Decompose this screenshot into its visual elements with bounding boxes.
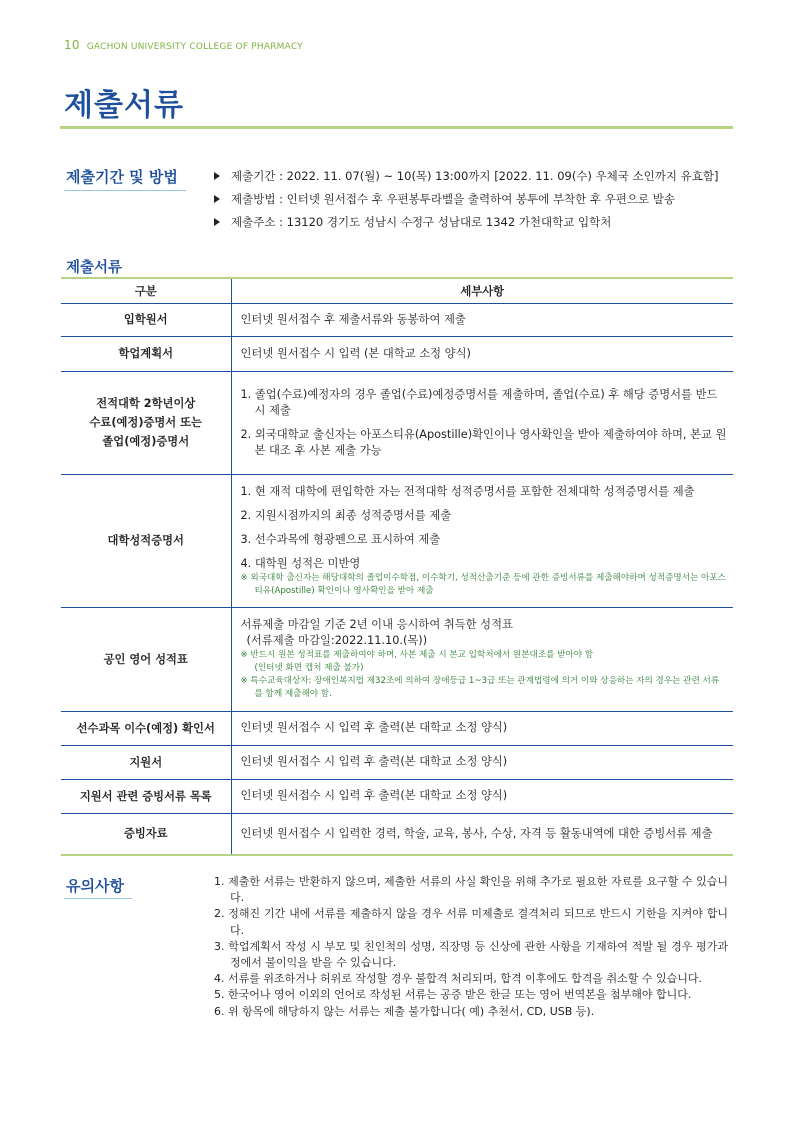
detail-item: 2. 외국대학교 출신자는 아포스티유(Apostille)확인이나 영사확인을 받아 제출하여야 하며, 본교 원본 대조 후 사본 제출 가능 (240, 427, 727, 457)
row-detail: 인터넷 원서접수 시 입력 후 출력(본 대학교 소정 양식) (231, 779, 733, 813)
table-row (61, 607, 733, 711)
row-category: 지원서 관련 증빙서류 목록 (61, 779, 231, 813)
title-rule (60, 126, 733, 129)
detail-item: 2. 지원시점까지의 최종 성적증명서를 제출 (240, 508, 452, 522)
column-header-category: 구분 (61, 278, 231, 303)
detail-item: 1. 현 재적 대학에 편입학한 자는 전적대학 성적증명서를 포함한 전체대학 성적증명서를 제출 (240, 484, 695, 498)
table-row (61, 474, 733, 607)
page-title: 제출서류 (64, 88, 184, 123)
row-detail: 인터넷 원서접수 시 입력 후 출력(본 대학교 소정 양식) (231, 745, 733, 779)
method-item (214, 211, 718, 234)
detail-note: ※ 특수교육대상자: 장애인복지법 제32조에 의하여 장애등급 1~3급 또는 관계법령에 의거 이와 상응하는 자의 경우는 관련 서류를 함께 제출해야 함. (240, 676, 720, 699)
bullet-triangle-icon (214, 172, 220, 180)
caution-item: 1. 제출한 서류는 반환하지 않으며, 제출한 서류의 사실 확인을 위해 추가로 필요한 자료를 요구할 수 있습니다. (214, 875, 728, 905)
row-detail: 인터넷 원서접수 시 입력한 경력, 학술, 교육, 봉사, 수상, 자격 등 활동내역에 대한 증빙서류 제출 (231, 813, 733, 855)
table-row (61, 779, 733, 813)
method-heading-underline (64, 190, 186, 191)
method-item-text: 제출주소 : 13120 경기도 성남시 수정구 성남대로 1342 가천대학교 입학처 (231, 215, 612, 229)
caution-item: 3. 학업계획서 작성 시 부모 및 친인척의 성명, 직장명 등 신상에 관한 사항을 기재하여 적발 될 경우 평가과정에서 불이익을 받을 수 있습니다. (214, 939, 728, 970)
table-row (61, 371, 733, 474)
category-line: 수료(예정)증명서 또는 (89, 416, 202, 429)
detail-note: ※ 외국대학 출신자는 해당대학의 졸업이수학점, 이수학기, 성적산출기준 등에 관한 증빙서류를 제출해야하며 성적증명서는 아포스티유(Apostille) 확인이나 영사확인을 받아 제출 (240, 572, 726, 596)
detail-item: 1. 졸업(수료)예정자의 경우 졸업(수료)예정증명서를 제출하며, 졸업(수료) 후 해당 증명서를 반드시 제출 (240, 387, 718, 417)
category-line: 전적대학 2학년이상 (96, 397, 196, 410)
row-category: 대학성적증명서 (61, 474, 231, 607)
docs-table (61, 277, 733, 856)
row-detail: 인터넷 원서접수 시 입력 후 출력(본 대학교 소정 양식) (231, 711, 733, 745)
method-item-text: 제출기간 : 2022. 11. 07(월) ~ 10(목) 13:00까지 [2022. 11. 09(수) 우체국 소인까지 유효함] (231, 169, 719, 183)
method-item (214, 165, 718, 188)
bullet-triangle-icon (214, 218, 220, 226)
caution-heading: 유의사항 (66, 877, 124, 895)
row-detail (231, 474, 733, 607)
table-row (61, 303, 733, 336)
row-detail: 인터넷 원서접수 시 입력 (본 대학교 소정 양식) (231, 336, 733, 371)
row-category (61, 371, 231, 474)
detail-line: (서류제출 마감일:2022.11.10.(목)) (246, 634, 428, 647)
row-detail: 인터넷 원서접수 후 제출서류와 동봉하여 제출 (231, 303, 733, 336)
method-list (214, 165, 718, 234)
row-category: 지원서 (61, 745, 231, 779)
publisher-name: GACHON UNIVERSITY COLLEGE OF PHARMACY (86, 42, 303, 52)
row-category: 선수과목 이수(예정) 확인서 (61, 711, 231, 745)
category-line: 졸업(예정)증명서 (102, 435, 190, 448)
row-category: 증빙자료 (61, 813, 231, 855)
detail-note: (인터넷 화면 캡처 제출 불가) (254, 663, 364, 673)
method-item-text: 제출방법 : 인터넷 원서접수 후 우편봉투라벨을 출력하여 봉투에 부착한 후 우편으로 발송 (231, 192, 676, 206)
caution-item: 2. 정해진 기간 내에 서류를 제출하지 않을 경우 서류 미제출로 결격처리 되므로 반드시 기한을 지켜야 합니다. (214, 907, 728, 937)
row-detail (231, 607, 733, 711)
caution-item: 5. 한국어나 영어 이외의 언어로 작성된 서류는 공증 받은 한글 또는 영어 번역본을 첨부해야 합니다. (214, 988, 692, 1002)
caution-item: 6. 위 항목에 해당하지 않는 서류는 제출 불가합니다( 예) 추천서, CD, USB 등). (214, 1004, 595, 1018)
method-heading: 제출기간 및 방법 (66, 168, 178, 186)
detail-line: 서류제출 마감일 기준 2년 이내 응시하여 취득한 성적표 (240, 618, 513, 631)
column-header-detail: 세부사항 (231, 278, 733, 303)
table-row (61, 711, 733, 745)
running-header (64, 38, 303, 52)
row-category: 학업계획서 (61, 336, 231, 371)
docs-heading: 제출서류 (66, 260, 123, 276)
detail-note: ※ 반드시 원본 성적표를 제출하여야 하며, 사본 제출 시 본교 입학처에서 원본대조를 받아야 함 (240, 650, 594, 660)
table-row (61, 813, 733, 855)
row-category: 공인 영어 성적표 (61, 607, 231, 711)
table-row (61, 336, 733, 371)
method-item (214, 188, 718, 211)
detail-item: 3. 선수과목에 형광펜으로 표시하여 제출 (240, 532, 441, 546)
table-row (61, 745, 733, 779)
row-detail (231, 371, 733, 474)
table-header-row (61, 278, 733, 303)
caution-list (214, 874, 728, 1020)
caution-item: 4. 서류를 위조하거나 허위로 작성할 경우 불합격 처리되며, 합격 이후에도 합격을 취소할 수 있습니다. (214, 972, 702, 986)
bullet-triangle-icon (214, 195, 220, 203)
caution-heading-underline (64, 898, 132, 899)
page-number: 10 (64, 38, 80, 52)
detail-item: 4. 대학원 성적은 미반영 (240, 556, 361, 570)
row-category: 입학원서 (61, 303, 231, 336)
